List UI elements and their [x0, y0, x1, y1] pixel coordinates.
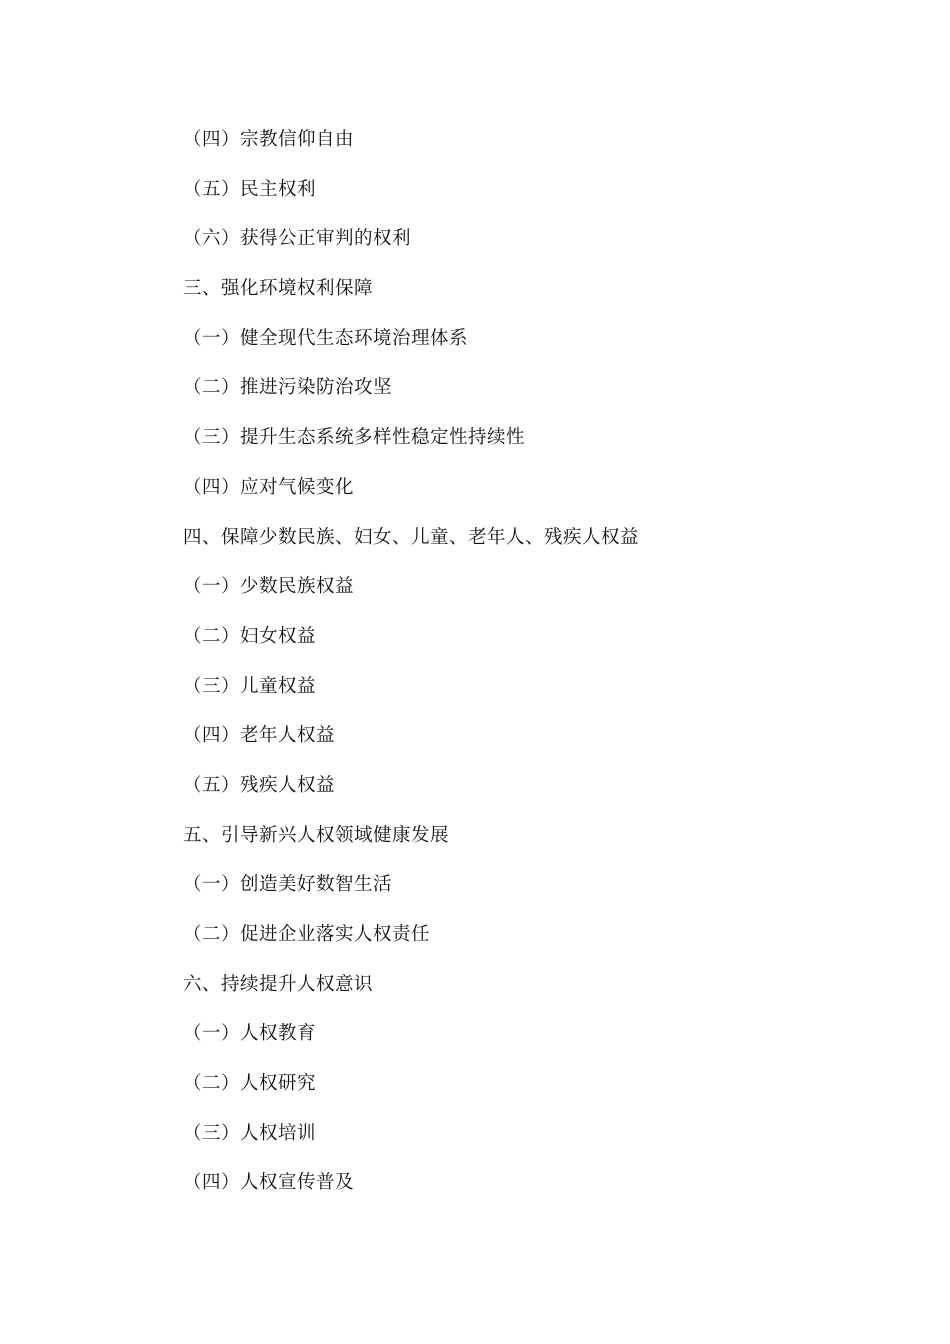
- toc-subsection-item: （四）宗教信仰自由: [183, 129, 355, 150]
- toc-subsection-item: （一）健全现代生态环境治理体系: [183, 327, 469, 349]
- toc-section-heading: 五、引导新兴人权领域健康发展: [183, 824, 450, 846]
- toc-subsection-item: （三）儿童权益: [183, 675, 317, 697]
- toc-subsection-item: （二）推进污染防治攻坚: [183, 377, 393, 399]
- toc-subsection-item: （二）促进企业落实人权责任: [183, 924, 431, 945]
- toc-subsection-item: （四）老年人权益: [183, 725, 336, 747]
- toc-subsection-item: （二）妇女权益: [183, 625, 317, 647]
- toc-subsection-item: （一）创造美好数智生活: [183, 874, 393, 896]
- toc-subsection-item: （五）残疾人权益: [183, 774, 336, 796]
- toc-subsection-item: （四）应对气候变化: [183, 476, 355, 498]
- table-of-contents: [183, 126, 639, 1219]
- toc-subsection-item: （一）少数民族权益: [183, 576, 355, 598]
- toc-subsection-item: （四）人权宣传普及: [183, 1172, 355, 1194]
- toc-section-heading: 三、强化环境权利保障: [183, 278, 374, 300]
- toc-subsection-item: （三）人权培训: [183, 1122, 317, 1144]
- toc-subsection-item: （五）民主权利: [183, 178, 317, 200]
- toc-section-heading: 四、保障少数民族、妇女、儿童、老年人、残疾人权益: [183, 526, 640, 548]
- toc-subsection-item: （六）获得公正审判的权利: [183, 228, 412, 250]
- toc-subsection-item: （三）提升生态系统多样性稳定性持续性: [183, 427, 526, 449]
- toc-subsection-item: （一）人权教育: [183, 1023, 317, 1045]
- toc-section-heading: 六、持续提升人权意识: [183, 973, 374, 995]
- toc-subsection-item: （二）人权研究: [183, 1073, 317, 1095]
